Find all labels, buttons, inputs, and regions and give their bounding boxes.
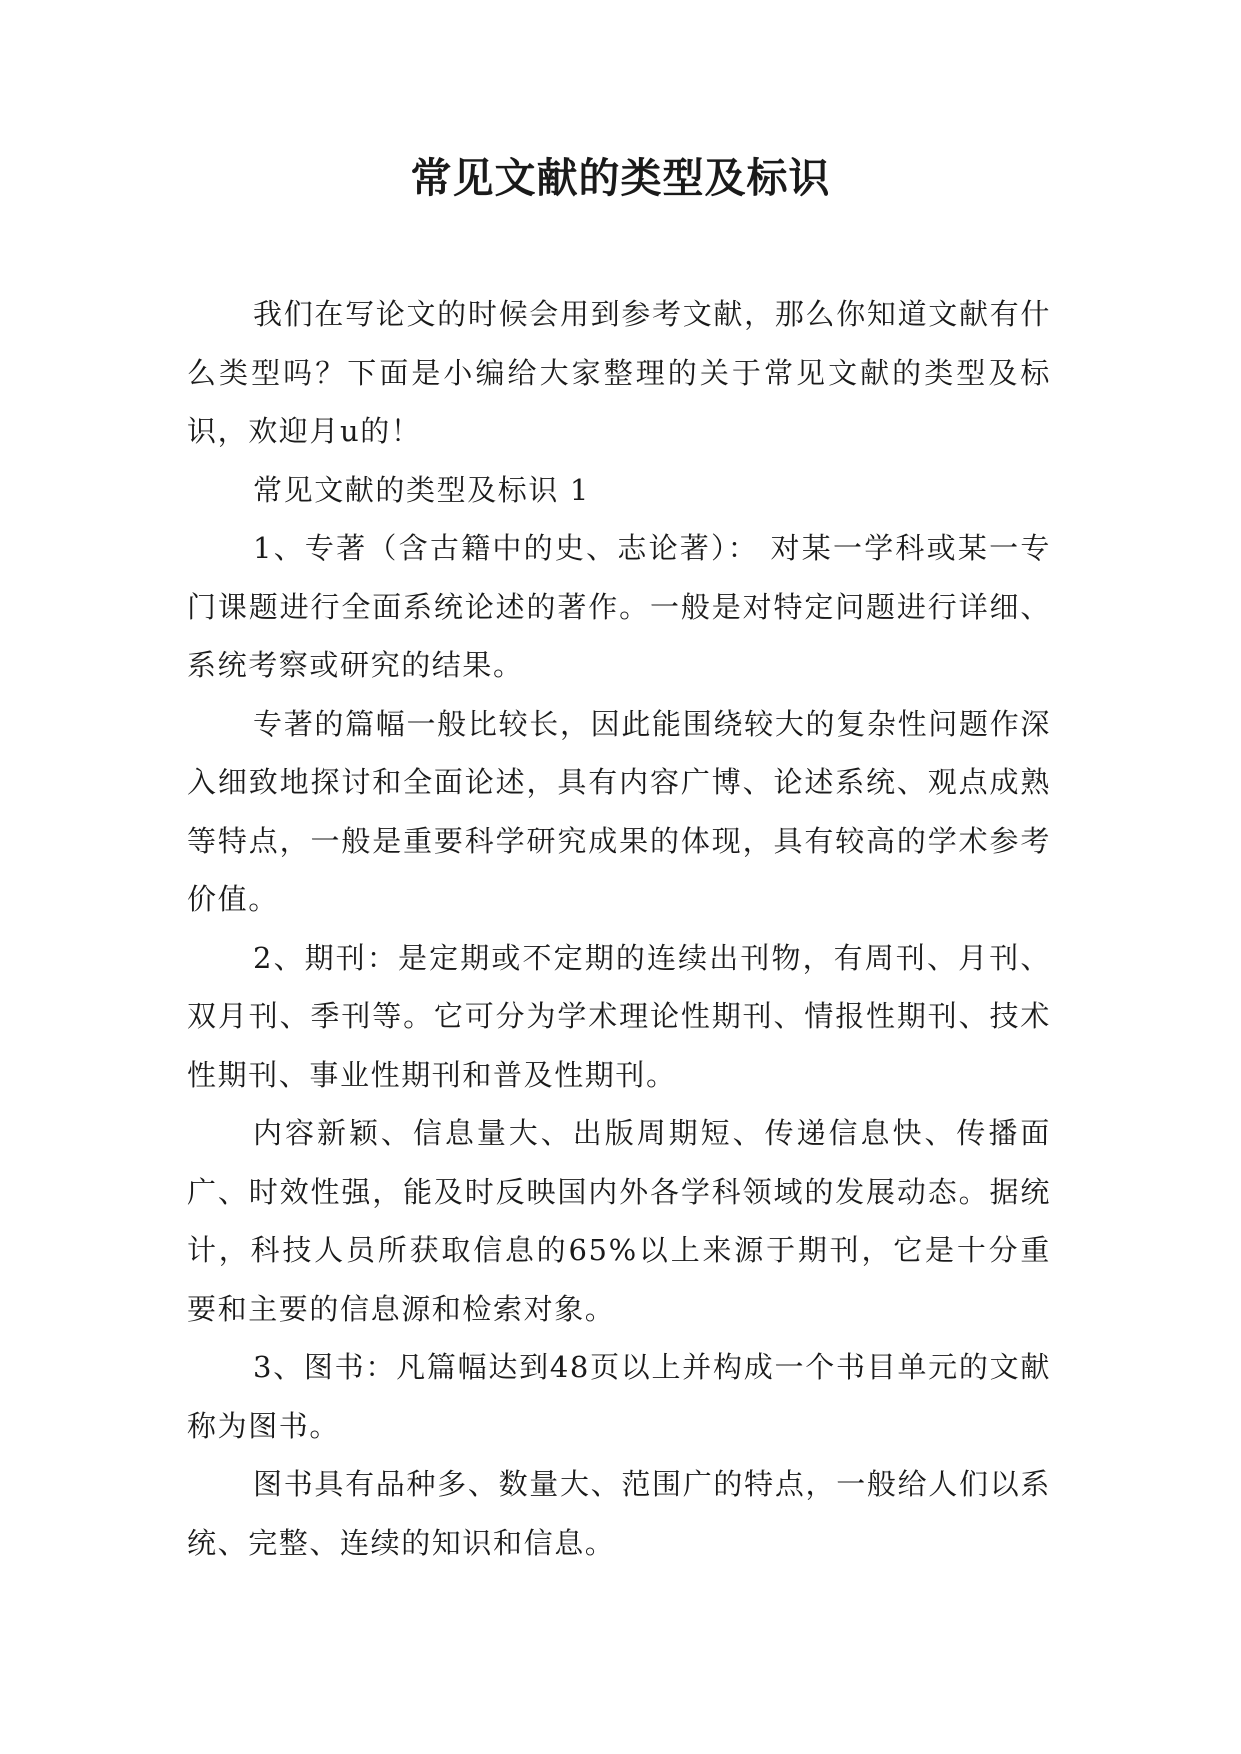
document-title: 常见文献的类型及标识 xyxy=(410,154,831,202)
section-heading: 常见文献的类型及标识 1 xyxy=(253,472,590,507)
paragraph-book-detail: 图书具有品种多、数量大、范围广的特点，一般给人们以系统、完整、连续的知识和信息。 xyxy=(187,1467,1051,1560)
paragraph-journal-detail: 内容新颖、信息量大、出版周期短、传递信息快、传播面广、时效性强，能及时反映国内外各学科领域的发展动态。据统计，科技人员所获取信息的65%以上来源于期刊，它是十分重要和主要的信息源和检索对象。 xyxy=(187,1116,1051,1326)
paragraph-journal: 2、期刊：是定期或不定期的连续出刊物，有周刊、月刊、双月刊、季刊等。它可分为学术理论性期刊、情报性期刊、技术性期刊、事业性期刊和普及性期刊。 xyxy=(187,940,1051,1092)
document-body xyxy=(187,285,1051,1572)
paragraph-monograph-detail: 专著的篇幅一般比较长，因此能围绕较大的复杂性问题作深入细致地探讨和全面论述，具有内容广博、论述系统、观点成熟等特点，一般是重要科学研究成果的体现，具有较高的学术参考价值。 xyxy=(187,706,1051,916)
paragraph-intro: 我们在写论文的时候会用到参考文献，那么你知道文献有什么类型吗？下面是小编给大家整理的关于常见文献的类型及标识，欢迎月u的！ xyxy=(187,297,1051,448)
paragraph-book: 3、图书：凡篇幅达到48页以上并构成一个书目单元的文献称为图书。 xyxy=(187,1350,1051,1443)
paragraph-monograph: 1、专著（含古籍中的史、志论著）： 对某一学科或某一专门课题进行全面系统论述的著作。一般是对特定问题进行详细、系统考察或研究的结果。 xyxy=(187,531,1051,682)
